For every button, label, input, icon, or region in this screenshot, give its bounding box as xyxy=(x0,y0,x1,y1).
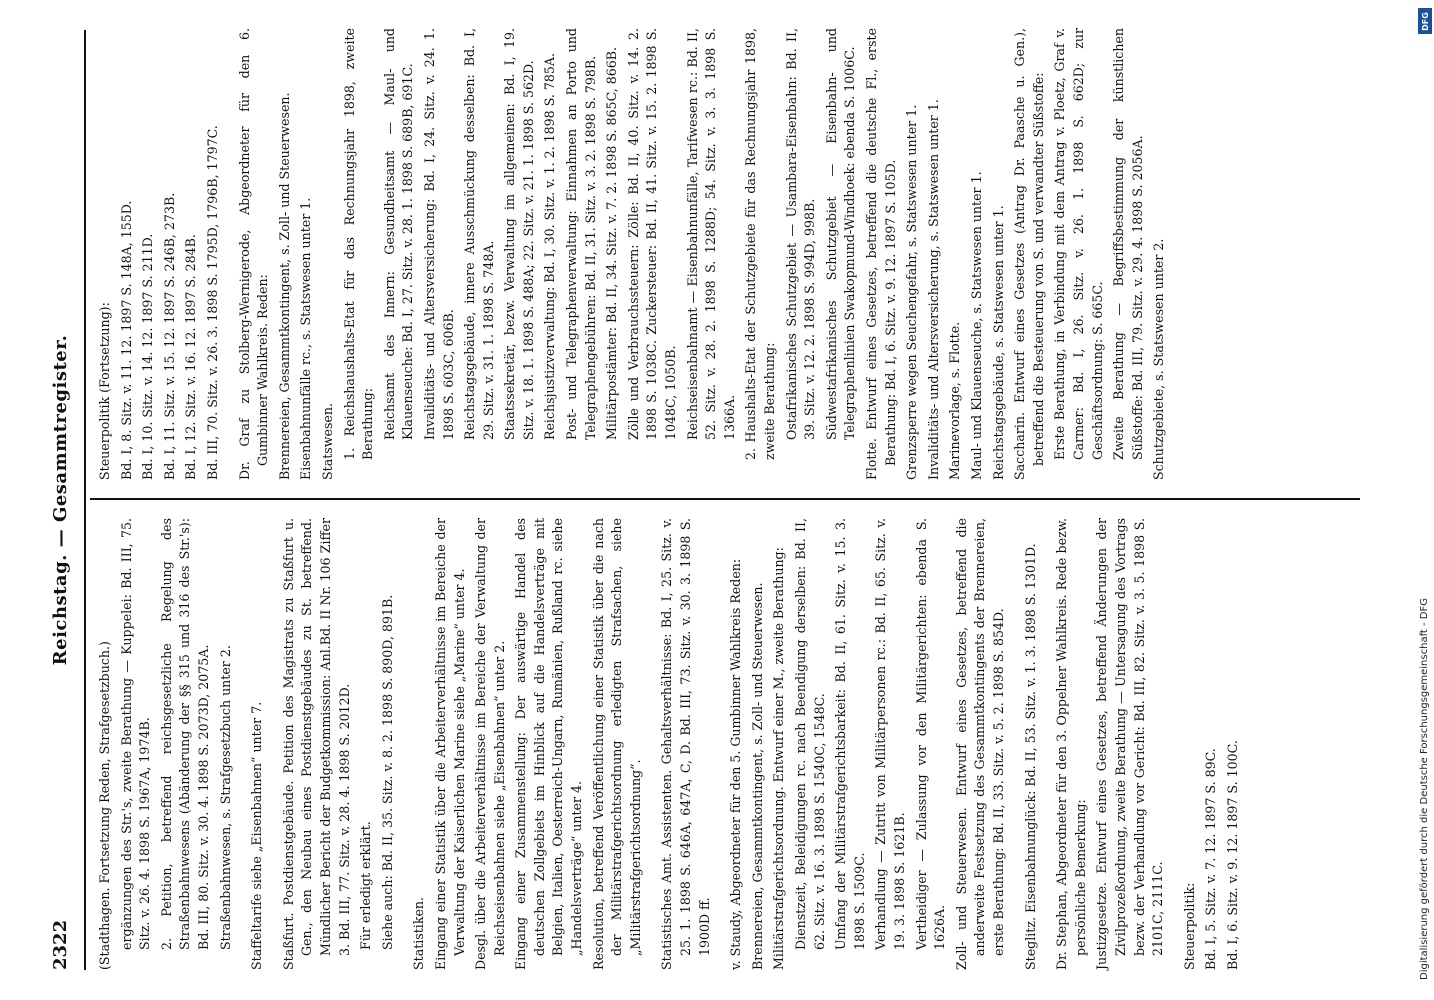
page-title: Reichstag. — Gesammtregister. xyxy=(50,334,71,666)
index-entry: Dienstzeit, Beleidigungen rc. nach Beendigung derselben: Bd. II, 62. Sitz. v. 16. 3. 1898 S. 1540C, 1548C. xyxy=(793,518,827,950)
entry-spacer xyxy=(1171,518,1181,970)
index-entry: Südwestafrikanisches Schutzgebiet — Eisenbahn- und Telegraphenlinien Swakopmund-Windhoek: ebenda S. 1006C. xyxy=(823,28,858,440)
index-entry: Umfang der Militärstrafgerichtsbarkeit: Bd. II, 61. Sitz. v. 15. 3. 1898 S. 1509C. xyxy=(833,518,867,950)
digitization-credit: Digitalisierung gefördert durch die Deutsche Forschungsgemeinschaft - DFG xyxy=(1419,597,1430,980)
index-entry: Invaliditäts- und Altersversicherung: Bd. I, 24. Sitz. v. 24. 1. 1898 S. 603C, 606B. xyxy=(421,28,456,440)
index-entry: ergänzungen des Str.'s, zweite Berathung — Kuppelei: Bd. III, 75. Sitz. v. 26. 4. 1898 S. 1967A, 1974B. xyxy=(118,518,153,950)
index-entry: Steuerpolitik (Fortsetzung): xyxy=(97,302,112,480)
index-entry: Bd. III, 70. Sitz. v. 26. 3. 1898 S. 1795D, 1796B, 1797C. xyxy=(204,125,220,480)
index-entry: Reichstagsgebäude, s. Statswesen unter 1. xyxy=(990,205,1006,480)
index-entry: Bd. I, 6. Sitz. v. 9. 12. 1897 S. 100C. xyxy=(1224,740,1240,970)
index-entry: Resolution, betreffend Veröffentlichung einer Statistik über die nach der Militärstrafgerichtsordnung erledigten Strafsachen, siehe „Militärstrafgerichtsordnung“. xyxy=(590,518,643,970)
index-entry: Dr. Stephan, Abgeordneter für den 3. Oppelner Wahlkreis. Rede bezw. persönliche Bemerkung: xyxy=(1054,518,1088,970)
index-entry: 2. Haushalts-Etat der Schutzgebiete für das Rechnungsjahr 1898, zweite Berathung: xyxy=(743,28,777,460)
digitization-sidebar xyxy=(1418,0,1434,1000)
index-entry: Statistiken. xyxy=(411,896,427,970)
index-entry: Bd. I, 11. Sitz. v. 15. 12. 1897 S. 246B, 273B. xyxy=(161,192,177,480)
index-entry: Staatssekretär, bezw. Verwaltung im allgemeinen: Bd. I, 19. Sitz. v. 18. 1. 1898 S. 488A; 22. Sitz. v. 21. 1. 1898 S. 562D. xyxy=(502,28,536,440)
column-divider xyxy=(90,498,1360,500)
index-entry: Zoll- und Steuerwesen. Entwurf eines Gesetzes, betreffend die anderweite Festsetzung des Gesammtkontingents der Brennereien, erste Berathung: Bd. II, 33. Sitz. v. 5. 2. 1898 S. 854D. xyxy=(953,518,1006,970)
page-number: 2322 xyxy=(50,919,71,970)
index-entry: Verhandlung — Zutritt von Militärpersonen rc.: Bd. II, 65. Sitz. v. 19. 3. 1898 S. 1621B. xyxy=(873,518,907,950)
index-entry: Bd. I, 10. Sitz. v. 14. 12. 1897 S. 211D. xyxy=(140,233,156,480)
index-entry: Ostafrikanisches Schutzgebiet — Usambara-Eisenbahn: Bd. II, 39. Sitz. v. 12. 2. 1898 S. 994D, 998B. xyxy=(783,28,818,440)
index-entry: Maul- und Klauenseuche, s. Statswesen unter 1. xyxy=(968,171,984,480)
index-entry: Brennereien, Gesammtkontingent, s. Zoll- und Steuerwesen. xyxy=(276,92,292,480)
dfg-logo-label: DFG xyxy=(1420,11,1430,31)
index-entry: Reichsjustizverwaltung: Bd. I, 30. Sitz. v. 1. 2. 1898 S. 785A. xyxy=(542,52,558,440)
index-entry: Invaliditäts- und Altersversicherung, s. Statswesen unter 1. xyxy=(925,99,941,480)
index-entry: Marinevorlage, s. Flotte. xyxy=(947,321,963,480)
header-rule xyxy=(84,30,86,970)
index-entry: Steuerpolitik: xyxy=(1181,882,1197,970)
right-column xyxy=(96,28,1172,480)
index-entry: Zölle und Verbrauchssteuern: Zölle: Bd. II, 40. Sitz. v. 14. 2. 1898 S. 1038C. Zuckersteuer: Bd. II, 41. Sitz. v. 15. 2. 1898 S. 1048C, 1050B. xyxy=(625,28,679,440)
index-entry: Siehe auch: Bd. II, 35. Sitz. v. 8. 2. 1898 S. 890D, 891B. xyxy=(379,594,395,950)
index-entry: Reichsamt des Innern: Gesundheitsamt — Maul- und Klauenseuche: Bd. I, 27. Sitz. v. 28. 1. 1898 S. 689B, 691C. xyxy=(381,28,416,440)
index-entry: (Stadthagen. Fortsetzung Reden, Strafgesetzbuch.) xyxy=(97,641,112,970)
index-entry: Statistisches Amt. Assistenten. Gehaltsverhältnisse: Bd. I, 25. Sitz. v. 25. 1. 1898 S. 646A, 647A, C, D. Bd. III, 73. Sitz. v. 30. 3. 1898 S. 1900D ff. xyxy=(659,518,712,970)
index-entry: Eingang einer Zusammenstellung: Der auswärtige Handel des deutschen Zollgebiets im Hinblick auf die Handelsverträge mit Belgien, Italien, Oesterreich-Ungarn, Rumänien, Rußland rc. siehe „Handelsverträge“ unter 4. xyxy=(513,518,585,970)
entry-spacer xyxy=(226,28,236,480)
page-header xyxy=(48,30,80,970)
entry-spacer xyxy=(400,518,410,970)
index-entry: Bd. I, 8. Sitz. v. 11. 12. 1897 S. 148A, 155D. xyxy=(118,200,134,480)
index-entry: Bd. I, 12. Sitz. v. 16. 12. 1897 S. 284B. xyxy=(183,234,199,480)
index-entry: Post- und Telegraphenverwaltung: Einnahmen an Porto und Telegraphengebühren: Bd. II, 31. Sitz. v. 3. 2. 1898 S. 798B. xyxy=(564,28,598,440)
index-entry: Vertheidiger — Zulassung vor den Militärgerichten: ebenda S. 1626A. xyxy=(913,518,948,950)
entry-spacer xyxy=(238,518,248,970)
index-entry: Justizgesetze. Entwurf eines Gesetzes, betreffend Änderungen der Zivilprozeßordnung, zweite Berathung — Untersagung des Vortrags bezw. der Verhandlung vor Gericht: Bd. III, 82. Sitz. v. 3. 5. 1898 S. 2101C, 2111C. xyxy=(1094,518,1166,970)
index-entry: Flotte. Entwurf eines Gesetzes, betreffend die deutsche Fl., erste Berathung: Bd. I, 6. Sitz. v. 9. 12. 1897 S. 105D. xyxy=(863,28,898,480)
index-entry: Eisenbahnunfälle rc., s. Statswesen unter 1. xyxy=(298,197,314,480)
index-entry: Statswesen. xyxy=(319,403,335,480)
index-entry: Eingang einer Statistik über die Arbeiterverhältnisse im Bereiche der Verwaltung der Kaiserlichen Marine siehe „Marine“ unter 4. xyxy=(432,518,467,970)
index-entry: Steglitz. Eisenbahnunglück: Bd. II, 53. Sitz. v. 1. 3. 1898 S. 1301D. xyxy=(1022,543,1038,970)
index-entry: Bd. I, 5. Sitz. v. 7. 12. 1897 S. 89C. xyxy=(1203,748,1219,970)
index-entry: Saccharin. Entwurf eines Gesetzes (Antrag Dr. Paasche u. Gen.), betreffend die Besteuerung von S. und verwandter Süßstoffe: xyxy=(1012,28,1046,480)
index-entry: Staffeltarife siehe „Eisenbahnen“ unter 7. xyxy=(249,701,265,970)
entry-spacer xyxy=(648,518,658,970)
index-entry: Reichstagsgebäude, innere Ausschmückung desselben: Bd. I, 29. Sitz. v. 31. 1. 1898 S. 748A. xyxy=(462,28,496,440)
index-entry: 1. Reichshaushalts-Etat für das Rechnungsjahr 1898, zweite Berathung: xyxy=(341,28,376,460)
index-entry: Reichseisenbahnamt — Eisenbahnunfälle, Tarifwesen rc.: Bd. II, 52. Sitz. v. 28. 2. 1898 S. 1288D; 54. Sitz. v. 3. 3. 1898 S. 1366A. xyxy=(684,28,737,440)
index-entry: Zweite Berathung — Begriffsbestimmung der künstlichen Süßstoffe: Bd. III, 79. Sitz. v. 29. 4. 1898 S. 2056A. xyxy=(1111,28,1145,460)
index-entry: Grenzsperre wegen Seuchengefahr, s. Statswesen unter 1. xyxy=(904,104,920,480)
index-entry: Straßenbahnwesen, s. Strafgesetzbuch unter 2. xyxy=(217,645,233,950)
index-entry: Staßfurt. Postdienstgebäude. Petition des Magistrats zu Staßfurt u. Gen., den Neubau eines Postdienstgebäudes zu St. betreffend. Mündlicher Bericht der Budgetkommission: Anl.Bd. II Nr. 106 Ziffer 3. Bd. III, 77. Sitz. v. 28. 4. 1898 S. 2012D. xyxy=(280,518,352,970)
index-entry: 2. Petition, betreffend reichsgesetzliche Regelung des Straßenbahnwesens (Abänderung der §§ 315 und 316 des Str.'s): Bd. III, 80. Sitz. v. 30. 4. 1898 S. 2073D, 2075A. xyxy=(158,518,211,950)
entry-spacer xyxy=(717,518,727,970)
index-entry: Erste Berathung, in Verbindung mit dem Antrag v. Ploetz, Graf v. Carmer: Bd. I, 26. Sitz. v. 26. 1. 1898 S. 662D; zur Geschäftsordnung: S. 665C. xyxy=(1052,28,1105,460)
index-entry: Brennereien, Gesammtkontingent, s. Zoll- und Steuerwesen. xyxy=(749,582,765,970)
index-entry: Dr. Graf zu Stolberg-Wernigerode, Abgeordneter für den 6. Gumbinner Wahlkreis. Reden: xyxy=(236,28,271,480)
index-entry: Militärpostämter: Bd. II, 34. Sitz. v. 7. 2. 1898 S. 865C, 866B. xyxy=(604,46,620,440)
index-entry: Für erledigt erklärt. xyxy=(358,821,374,950)
entry-spacer xyxy=(1012,518,1022,970)
index-entry: Militärstrafgerichtsordnung. Entwurf einer M., zweite Berathung: xyxy=(771,547,787,970)
index-entry: v. Staudy, Abgeordneter für den 5. Gumbinner Wahlkreis Reden: xyxy=(728,558,744,970)
index-entry: Schutzgebiete, s. Statswesen unter 2. xyxy=(1151,238,1167,480)
left-column xyxy=(96,518,1245,970)
entry-spacer xyxy=(1043,518,1053,970)
index-entry: Desgl. über die Arbeiterverhältnisse im Bereiche der Verwaltung der Reichseisenbahnen siehe „Eisenbahnen“ unter 2. xyxy=(473,518,507,970)
entry-spacer xyxy=(270,518,280,970)
